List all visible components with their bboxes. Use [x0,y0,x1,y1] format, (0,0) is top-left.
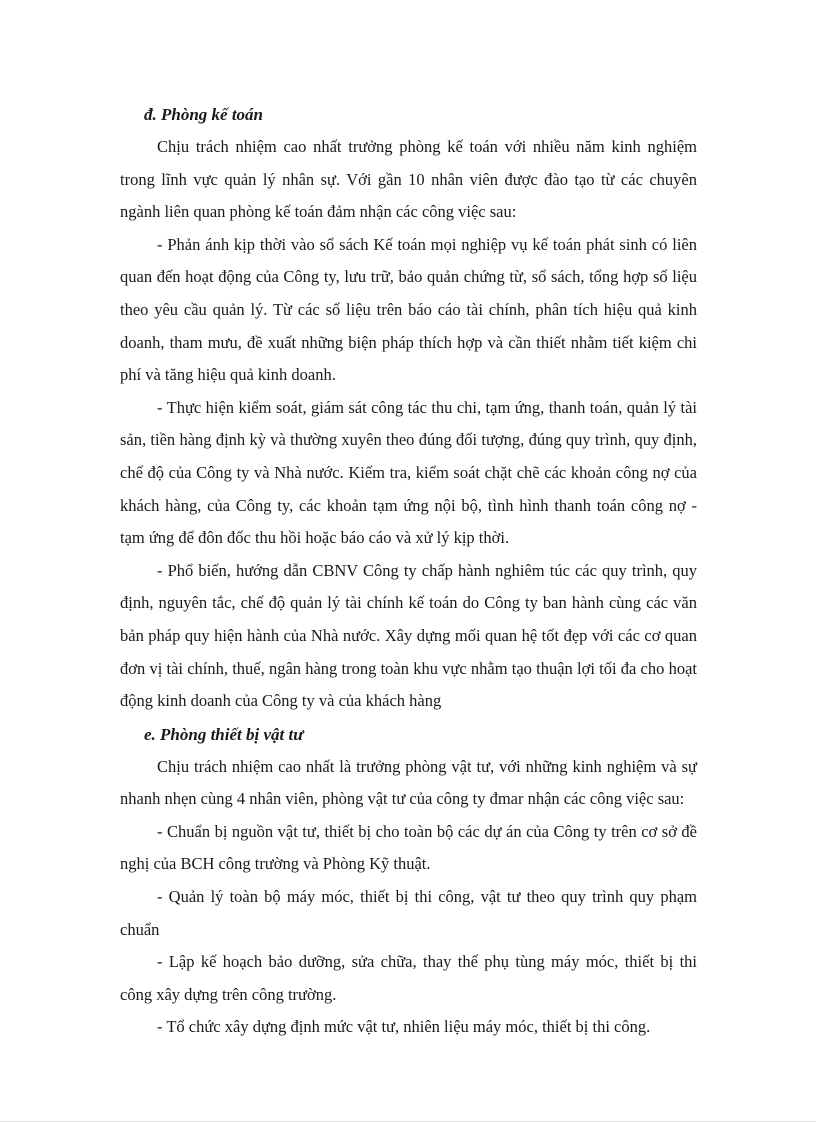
paragraph: - Lập kế hoạch bảo dưỡng, sửa chữa, thay thế phụ tùng máy móc, thiết bị thi công xây dựng trên công trường. [120,952,697,1004]
section-equipment [120,718,697,1044]
paragraph: - Phổ biến, hướng dẫn CBNV Công ty chấp hành nghiêm túc các quy trình, quy định, nguyên tắc, chế độ quản lý tài chính kế toán do Công ty ban hành cùng các văn bản pháp quy hiện hành của Nhà nước. Xây dựng mối quan hệ tốt đẹp với các cơ quan đơn vị tài chính, thuế, ngân hàng trong toàn khu vực nhằm tạo thuận lợi tối đa cho hoạt động kinh doanh của Công ty và của khách hàng [120,560,697,711]
section-accounting [120,98,697,718]
paragraph: - Phản ánh kịp thời vào sổ sách Kế toán mọi nghiệp vụ kế toán phát sinh có liên quan đến hoạt động của Công ty, lưu trữ, bảo quản chứng từ, sổ sách, tổng hợp số liệu theo yêu cầu quản lý. Từ các số liệu trên báo cáo tài chính, phân tích hiệu quả kinh doanh, tham mưu, đề xuất những biện pháp thích hợp và cần thiết nhằm tiết kiệm chi phí và tăng hiệu quả kinh doanh. [120,234,697,385]
document-body [120,98,697,1044]
paragraph: - Quản lý toàn bộ máy móc, thiết bị thi công, vật tư theo quy trình quy phạm chuẩn [120,887,697,939]
paragraph: - Thực hiện kiểm soát, giám sát công tác thu chi, tạm ứng, thanh toán, quản lý tài sản, tiền hàng định kỳ và thường xuyên theo đúng đối tượng, đúng quy trình, quy định, chế độ của Công ty và Nhà nước. Kiểm tra, kiểm soát chặt chẽ các khoản công nợ của khách hàng, của Công ty, các khoản tạm ứng nội bộ, tình hình thanh toán công nợ - tạm ứng để đôn đốc thu hồi hoặc báo cáo và xử lý kịp thời. [120,397,697,548]
paragraph: Chịu trách nhiệm cao nhất là trưởng phòng vật tư, với những kinh nghiệm và sự nhanh nhẹn cùng 4 nhân viên, phòng vật tư của công ty đmar nhận các công việc sau: [120,756,697,809]
section-heading: đ. Phòng kế toán [144,105,264,124]
paragraph: - Chuẩn bị nguồn vật tư, thiết bị cho toàn bộ các dự án của Công ty trên cơ sở đề nghị của BCH công trường và Phòng Kỹ thuật. [120,821,697,874]
page-bottom-border [0,1121,816,1122]
paragraph: Chịu trách nhiệm cao nhất trưởng phòng kế toán với nhiều năm kinh nghiệm trong lĩnh vực quản lý nhân sự. Với gần 10 nhân viên được đào tạo từ các chuyên ngành liên quan phòng kế toán đảm nhận các công việc sau: [120,137,697,222]
section-heading: e. Phòng thiết bị vật tư [144,724,304,744]
paragraph: - Tổ chức xây dựng định mức vật tư, nhiên liệu máy móc, thiết bị thi công. [157,1017,651,1037]
